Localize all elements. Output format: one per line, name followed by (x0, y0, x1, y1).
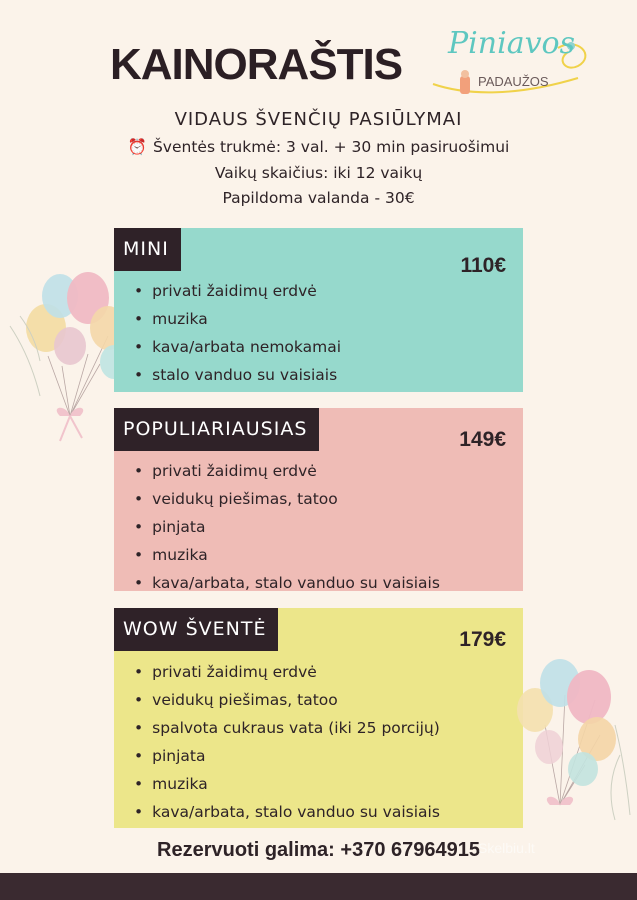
package-card-popular (114, 408, 523, 591)
package-name: WOW ŠVENTĖ (114, 608, 278, 651)
logo-subtitle: PADAUŽOS (478, 74, 549, 89)
duration-line (0, 138, 637, 156)
list-item: • kava/arbata nemokamai (134, 333, 341, 361)
list-item: • spalvota cukraus vata (iki 25 porcijų) (134, 714, 440, 742)
list-item: • muzika (134, 770, 440, 798)
feature-list (134, 277, 341, 389)
footer-bar (0, 873, 637, 900)
list-item: • pinjata (134, 513, 440, 541)
offers-subtitle: VIDAUS ŠVENČIŲ PASIŪLYMAI (174, 109, 463, 130)
list-item: • kava/arbata, stalo vanduo su vaisiais (134, 798, 440, 826)
list-item: • pinjata (134, 742, 440, 770)
brand-logo (428, 26, 598, 106)
extra-hour-line: Papildoma valanda - 30€ (222, 189, 415, 207)
list-item: • privati žaidimų erdvė (134, 457, 440, 485)
watermark-text: Skelbiu.lt (478, 840, 535, 856)
duration-text: Šventės trukmė: 3 val. + 30 min pasiruošimui (152, 138, 510, 156)
package-card-mini (114, 228, 523, 392)
package-name: POPULIARIAUSIAS (114, 408, 319, 451)
package-price: 179€ (459, 628, 506, 651)
list-item: • privati žaidimų erdvė (134, 277, 341, 305)
list-item: • muzika (134, 305, 341, 333)
feature-list (134, 658, 440, 826)
package-card-wow (114, 608, 523, 828)
list-item: • veidukų piešimas, tatoo (134, 485, 440, 513)
feature-list (134, 457, 440, 597)
kids-count-line: Vaikų skaičius: iki 12 vaikų (214, 164, 423, 182)
page-title: KAINORAŠTIS (110, 40, 403, 89)
package-price: 110€ (460, 254, 506, 277)
package-price: 149€ (459, 428, 506, 451)
reservation-phone: Rezervuoti galima: +370 67964915 (157, 839, 480, 861)
balloons-right-illustration (505, 655, 637, 825)
logo-script-text: Piniavos (448, 26, 575, 61)
list-item: • kava/arbata, stalo vanduo su vaisiais (134, 569, 440, 597)
list-item: • privati žaidimų erdvė (134, 658, 440, 686)
list-item: • muzika (134, 541, 440, 569)
list-item: • stalo vanduo su vaisiais (134, 361, 341, 389)
package-name: MINI (114, 228, 181, 271)
alarm-clock-icon: ⏰ (127, 138, 147, 156)
list-item: • veidukų piešimas, tatoo (134, 686, 440, 714)
